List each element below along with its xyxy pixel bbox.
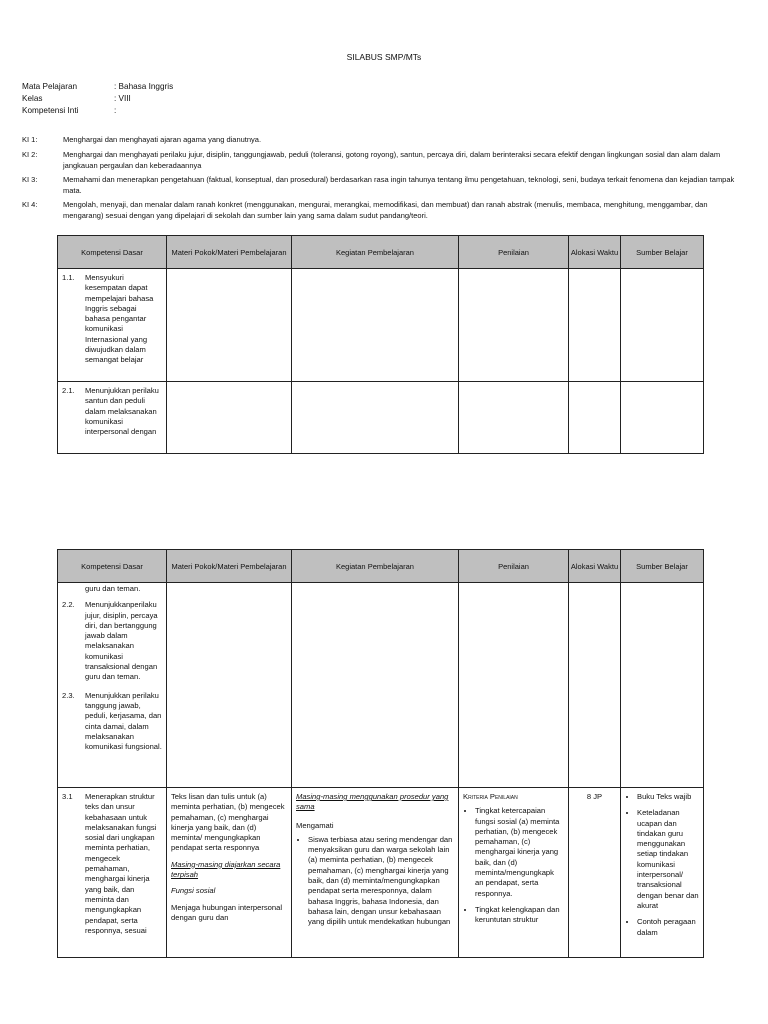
- header-penilaian: Penilaian: [459, 550, 569, 583]
- meta-label: Mata Pelajaran: [22, 82, 78, 91]
- meta-row-class: [22, 93, 131, 105]
- list-item: • Siswa terbiasa atau sering mendengar dan menyaksikan guru dan warga sekolah lain (a) meminta perhatian, (b) mengecek pemahaman, (c) menghargai kinerja yang baik, dan (d) meminta/mengungkapkan pendapat serta meresponnya, dalam bahasa Inggris, bahasa Indonesia, dan bahasa lain, dengan unsur kebahasaan yang dipilih untuk mendekatkan hubungan: [308, 835, 454, 928]
- table-header-row: [58, 550, 704, 583]
- meta-row-subject: [22, 81, 173, 93]
- meta-row-core-competence: [22, 105, 116, 117]
- table-header-row: [58, 236, 704, 269]
- ki-code: KI 4:: [22, 200, 38, 209]
- kd-text: Mensyukuri kesempatan dapat mempelajari bahasa Inggris sebagai bahasa pengantar komunikasi Internasional yang diwujudkan dalam semangat belajar: [85, 273, 154, 365]
- header-materi: Materi Pokok/Materi Pembelajaran: [167, 550, 292, 583]
- header-sumber: Sumber Belajar: [621, 236, 704, 269]
- kd-number: 2.2.: [62, 600, 75, 610]
- meta-value: : VIII: [114, 94, 131, 103]
- penilaian-list: [463, 806, 564, 925]
- header-penilaian: Penilaian: [459, 236, 569, 269]
- ki-code: KI 2:: [22, 150, 38, 159]
- meta-label: Kompetensi Inti: [22, 106, 79, 115]
- kd-number: 2.1.: [62, 386, 75, 395]
- kd-text: Menunjukkan perilaku santun dan peduli dalam melaksanakan komunikasi interpersonal dengan: [85, 386, 159, 437]
- meta-label: Kelas: [22, 94, 43, 103]
- ki-item-3: [22, 174, 740, 197]
- materi-subheading: Masing-masing diajarkan secara terpisah: [171, 859, 281, 880]
- ki-text: Memahami dan menerapkan pengetahuan (faktual, konseptual, dan prosedural) berdasarkan rasa ingin tahunya tentang ilmu pengetahuan, teknologi, seni, budaya terkait fenomena dan kejadian tampak mata.: [63, 175, 735, 196]
- kegiatan-heading: Mengamati: [296, 820, 334, 830]
- table-row: [58, 788, 704, 958]
- kd-continuation: guru dan teman.: [85, 584, 141, 593]
- syllabus-table-1: [57, 235, 704, 454]
- ki-text: Menghargai dan menghayati ajaran agama yang dianutnya.: [63, 135, 262, 144]
- syllabus-table-2: [57, 549, 704, 958]
- kd-text: Menunjukkanperilaku jujur, disiplin, percaya diri, dan bertanggung jawab dalam melaksanakan komunikasi transaksional dengan guru dan teman.: [85, 600, 158, 682]
- table-row: [58, 583, 704, 788]
- penilaian-heading: Kriteria Penilaian: [463, 792, 518, 801]
- kegiatan-intro: Masing-masing menggunakan prosedur yang sama: [296, 792, 449, 812]
- header-alokasi: Alokasi Waktu: [569, 236, 621, 269]
- meta-value: :: [114, 106, 117, 115]
- kd-number: 2.3.: [62, 690, 75, 700]
- ki-text: Menghargai dan menghayati perilaku jujur, disiplin, tanggungjawab, peduli (toleransi, gotong royong), santun, percaya diri, dalam berinteraksi secara efektif dengan lingkungan sosial dan alam dalam jangkauan pergaulan dan keberadaannya: [63, 150, 721, 171]
- header-kegiatan: Kegiatan Pembelajaran: [292, 236, 459, 269]
- ki-item-1: [22, 134, 740, 145]
- header-kompetensi-dasar: Kompetensi Dasar: [58, 550, 167, 583]
- kd-number: 3.1: [62, 792, 73, 801]
- sumber-list: [625, 792, 699, 938]
- ki-item-4: [22, 199, 740, 222]
- header-kompetensi-dasar: Kompetensi Dasar: [58, 236, 167, 269]
- ki-item-2: [22, 149, 740, 172]
- meta-value: : Bahasa Inggris: [114, 82, 174, 91]
- alokasi-value: 8 JP: [586, 792, 603, 801]
- ki-code: KI 1:: [22, 135, 38, 144]
- kd-text: Menunjukkan perilaku tanggung jawab, peduli, kerjasama, dan cinta damai, dalam melaksanakan komunikasi fungsional.: [85, 690, 162, 752]
- table-row: [58, 269, 704, 382]
- list-item: • Buku Teks wajib: [637, 792, 699, 802]
- list-item: • Keteladanan ucapan dan tindakan guru menggunakan setiap tindakan komunikasi interpersonal/ transaksional dengan benar dan akurat: [637, 808, 699, 911]
- header-alokasi: Alokasi Waktu: [569, 550, 621, 583]
- list-item: • Tingkat ketercapaian fungsi sosial (a) meminta perhatian, (b) mengecek pemahaman, (c) menghargai kinerja yang baik, dan (d) meminta/mengungkapk an pendapat, serta responnya.: [475, 806, 564, 899]
- materi-intro: Teks lisan dan tulis untuk (a) meminta perhatian, (b) mengecek pemahaman, (c) menghargai kinerja yang baik, dan (d) meminta/ mengungkapkan pendapat serta responnya: [171, 792, 285, 853]
- kd-number: 1.1.: [62, 273, 75, 282]
- list-item: • Tingkat kelengkapan dan keruntutan struktur: [475, 905, 564, 926]
- ki-code: KI 3:: [22, 175, 38, 184]
- header-sumber: Sumber Belajar: [621, 550, 704, 583]
- table-row: [58, 382, 704, 454]
- kegiatan-list: [296, 835, 454, 928]
- materi-heading: Fungsi sosial: [171, 886, 216, 896]
- materi-body: Menjaga hubungan interpersonal dengan guru dan: [171, 902, 283, 922]
- header-kegiatan: Kegiatan Pembelajaran: [292, 550, 459, 583]
- list-item: • Contoh peragaan dalam: [637, 917, 699, 938]
- ki-text: Mengolah, menyaji, dan menalar dalam ranah konkret (menggunakan, mengurai, merangkai, memodifikasi, dan membuat) dan ranah abstrak (menulis, membaca, menghitung, menggambar, dan mengarang) sesuai dengan yang dipelajari di sekolah dan sumber lain yang sama dalam sudut pandang/teori.: [63, 200, 708, 221]
- document-title: SILABUS SMP/MTs: [346, 52, 422, 62]
- kd-text: Menerapkan struktur teks dan unsur kebahasaan untuk melaksanakan fungsi sosial dari ungkapan meminta perhatian, mengecek pemahaman, menghargai kinerja yang baik, dan meminta dan mengungkapkan pendapat, serta responnya, sesuai: [85, 792, 157, 935]
- header-materi: Materi Pokok/Materi Pembelajaran: [167, 236, 292, 269]
